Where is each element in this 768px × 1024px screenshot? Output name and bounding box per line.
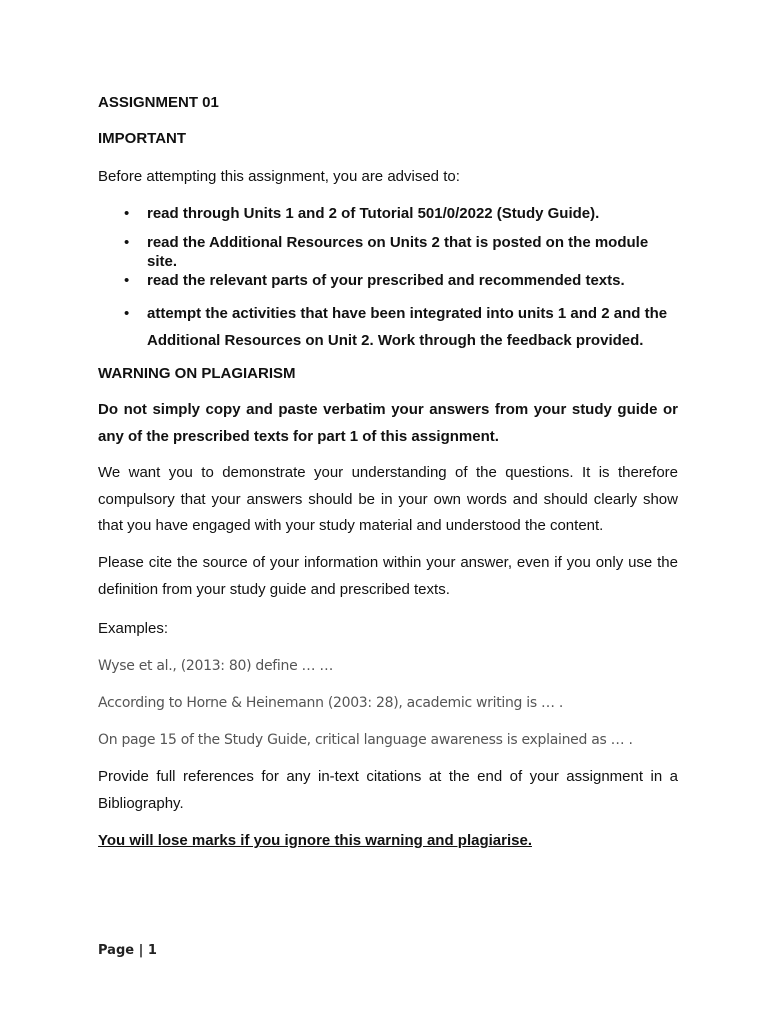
example-citation: Wyse et al., (2013: 80) define … … [98,658,334,674]
list-item [121,300,681,354]
cite-paragraph: Please cite the source of your information within your answer, even if you only use the definition from your study guide and prescribed texts. [98,554,678,598]
list-item [121,272,681,290]
plagiarism-bold-warning: Do not simply copy and paste verbatim your answers from your study guide or any of the prescribed texts for part 1 of this assignment. [98,401,678,445]
page-number: Page | 1 [98,943,157,958]
assignment-title: ASSIGNMENT 01 [98,94,219,111]
list-item-text: read through Units 1 and 2 of Tutorial 501/0/2022 (Study Guide). [147,205,600,222]
example-citation: According to Horne & Heinemann (2003: 28), academic writing is … . [98,695,564,711]
list-item-text: read the Additional Resources on Units 2 that is posted on the module site. [147,234,649,270]
bullet-icon: • [124,205,130,222]
plagiarism-heading: WARNING ON PLAGIARISM [98,365,296,382]
references-paragraph: Provide full references for any in-text citations at the end of your assignment in a Bibliography. [98,768,678,812]
understanding-paragraph: We want you to demonstrate your understanding of the questions. It is therefore compulsory that your answers should be in your own words and should clearly show that you have engaged with your study material and understood the content. [98,464,678,534]
examples-label: Examples: [98,620,169,637]
bullet-icon: • [124,305,130,322]
final-warning: You will lose marks if you ignore this warning and plagiarise. [98,832,532,849]
example-citation: On page 15 of the Study Guide, critical language awareness is explained as … . [98,732,633,748]
list-item-text: attempt the activities that have been integrated into units 1 and 2 and the Additional Resources on Unit 2. Work through the feedback provided. [147,305,668,349]
list-item [121,233,681,271]
important-heading: IMPORTANT [98,130,187,147]
bullet-icon: • [124,234,130,251]
bullet-icon: • [124,272,130,289]
list-item-text: read the relevant parts of your prescribed and recommended texts. [147,272,625,289]
list-item [121,205,681,223]
intro-text: Before attempting this assignment, you are advised to: [98,168,460,185]
